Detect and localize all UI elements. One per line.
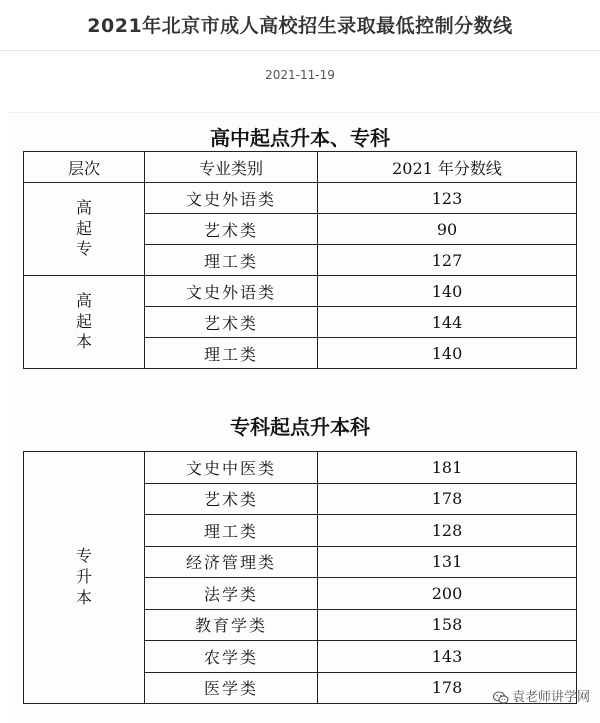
category-cell: 理工类: [145, 338, 318, 369]
table-row: [24, 276, 577, 307]
score-cell: 158: [318, 609, 577, 641]
score-cell: 144: [318, 307, 577, 338]
score-cell: 131: [318, 546, 577, 578]
category-cell: 经济管理类: [145, 546, 318, 578]
category-cell: 文史外语类: [145, 276, 318, 307]
score-cell: 127: [318, 245, 577, 276]
category-cell: 医学类: [145, 672, 318, 704]
category-cell: 理工类: [145, 245, 318, 276]
level-char: 本: [75, 332, 92, 352]
category-cell: 艺术类: [145, 307, 318, 338]
header-category: 专业类别: [145, 152, 318, 183]
level-char: 起: [75, 311, 92, 331]
header-level: 层次: [24, 152, 145, 183]
score-cell: 140: [318, 276, 577, 307]
category-cell: 农学类: [145, 641, 318, 673]
header-score: 2021 年分数线: [318, 152, 577, 183]
section1-title: 高中起点升本、专科: [210, 126, 390, 150]
section2-title: 专科起点升本科: [230, 415, 370, 439]
level-cell: [24, 276, 145, 369]
section2-table: [23, 451, 577, 704]
watermark-text: 袁老师讲学网: [511, 690, 590, 705]
table-row: [24, 452, 577, 484]
table-row: [24, 183, 577, 214]
category-cell: 法学类: [145, 578, 318, 610]
level-char: 专: [75, 239, 92, 259]
score-cell: 143: [318, 641, 577, 673]
level-char: 升: [75, 567, 92, 587]
level-char: 起: [75, 218, 92, 238]
category-cell: 文史中医类: [145, 452, 318, 484]
category-cell: 文史外语类: [145, 183, 318, 214]
score-cell: 90: [318, 214, 577, 245]
score-cell: 140: [318, 338, 577, 369]
score-cell: 178: [318, 483, 577, 515]
category-cell: 教育学类: [145, 609, 318, 641]
score-cell: 123: [318, 183, 577, 214]
article-header: [0, 0, 600, 51]
level-char: 专: [75, 546, 92, 566]
score-cell: 178: [318, 672, 577, 704]
category-cell: 理工类: [145, 515, 318, 547]
section1-table: [23, 151, 577, 369]
wechat-icon: [493, 691, 509, 705]
article-title: 2021年北京市成人高校招生录取最低控制分数线: [87, 15, 513, 37]
category-cell: 艺术类: [145, 483, 318, 515]
score-cell: 200: [318, 578, 577, 610]
article-date: 2021-11-19: [265, 68, 335, 82]
watermark: [493, 686, 590, 705]
level-char: 高: [75, 290, 92, 310]
category-cell: 艺术类: [145, 214, 318, 245]
score-cell: 128: [318, 515, 577, 547]
score-cell: 181: [318, 452, 577, 484]
level-char: 高: [75, 197, 92, 217]
level-cell: [24, 183, 145, 276]
level-char: 本: [75, 587, 92, 607]
level-cell: [24, 452, 145, 704]
table-header-row: [24, 152, 577, 183]
